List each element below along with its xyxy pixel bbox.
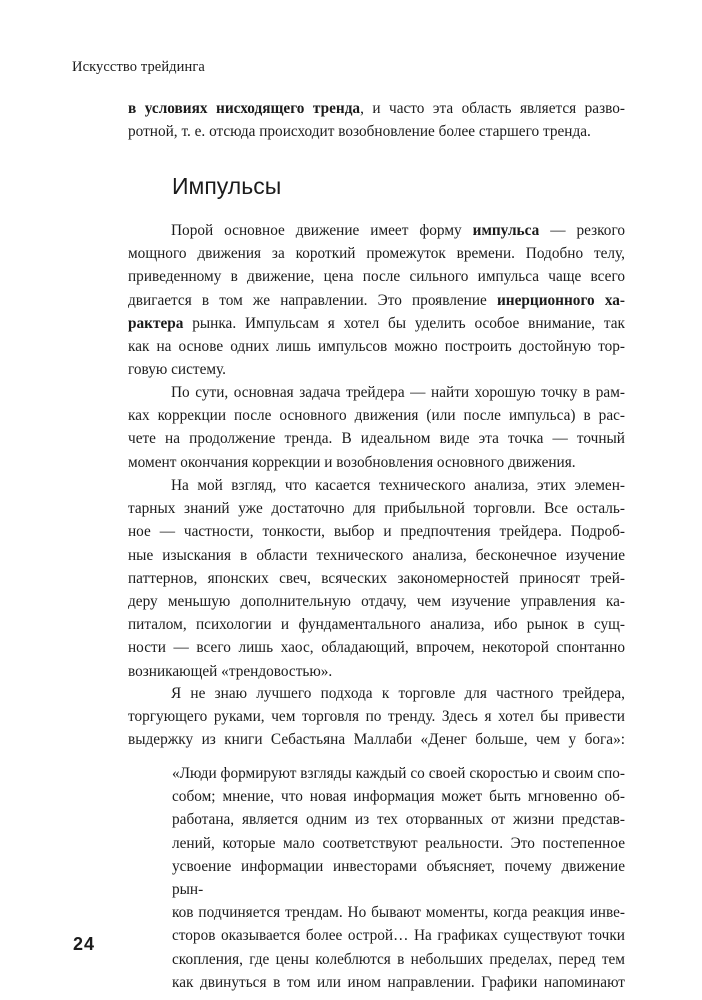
paragraph-3: [128, 474, 625, 683]
page-number: 24: [73, 934, 96, 954]
text-span: двигается в том же направлении. Это проявление: [128, 291, 497, 309]
text-line: выдержку из книги Себастьяна Маллаби «Денег больше, чем у бога»:: [128, 731, 625, 749]
text-line: деру меньшую дополнительную отдачу, чем изучение управления ка-: [128, 593, 625, 611]
text-span: Порой основное движение имеет форму: [171, 222, 473, 239]
text-line: ности — всего лишь хаос, обладающий, впрочем, некоторой спонтанно: [128, 639, 625, 657]
text-line: мощного движения за короткий промежуток времени. Подобно телу,: [128, 245, 625, 263]
intro-paragraph: [128, 97, 625, 143]
text-line: говую систему.: [128, 361, 227, 379]
paragraph-2: [128, 381, 625, 474]
text-line: паттернов, японских свеч, всяческих закономерностей приносят трей-: [128, 569, 625, 587]
quote-line: сторов оказывается более острой… На графиках существуют точки: [172, 927, 625, 945]
text-line: торгующего руками, чем торговля по тренду. Здесь я хотел бы привести: [128, 708, 625, 726]
text-line: момент окончания коррекции и возобновления основного движения.: [128, 453, 576, 471]
text-line: На мой взгляд, что касается технического анализа, этих элемен-: [171, 477, 625, 494]
paragraph-4: [128, 682, 625, 752]
quote-line: ков подчиняется трендам. Но бывают моменты, когда реакция инве-: [172, 904, 625, 922]
bold-term: импульса: [472, 222, 540, 239]
running-head: Искусство трейдинга: [72, 59, 205, 75]
bold-term: в условиях нисходящего тренда: [128, 100, 361, 117]
paragraph-1: [128, 219, 625, 381]
bold-term: инерционного ха-: [496, 291, 626, 309]
text-line: ные изыскания в области технического анализа, бесконечное изучение: [128, 546, 625, 564]
text-line: [128, 97, 625, 120]
block-quote: [172, 762, 625, 994]
bold-term: рактера: [128, 314, 184, 332]
text-line: как на основе одних лишь импульсов можно построить достойную тор-: [128, 338, 625, 356]
text-line: тарных знаний уже достаточно для прибыльной торговли. Все осталь-: [128, 500, 625, 518]
quote-line: «Люди формируют взгляды каждый со своей скоростью и своим спо-: [172, 765, 625, 782]
text-line: [128, 219, 625, 242]
text-line: Я не знаю лучшего подхода к торговле для частного трейдера,: [171, 685, 625, 702]
text-line: ное — частности, тонкости, выбор и предпочтения трейдера. Подроб-: [128, 523, 625, 541]
text-line: ротной, т. е. отсюда происходит возобновление более старшего тренда.: [128, 123, 591, 141]
text-line: чете на продолжение тренда. В идеальном виде эта точка — точный: [128, 430, 625, 448]
text-span: — резкого: [539, 222, 625, 239]
text-line: возникающей «трендовостью».: [128, 662, 333, 680]
text-line: приведенному в движение, цена после сильного импульса чаще всего: [128, 268, 625, 286]
quote-line: лений, которые мало соответствуют реальности. Это постепенное: [172, 834, 625, 852]
quote-line: как двинуться в том или ином направлении. Графики напоминают: [172, 973, 625, 991]
text-line: питалом, психологии и фундаментального анализа, ибо рынок в сущ-: [128, 616, 625, 634]
text-line: [128, 289, 625, 312]
quote-line: собом; мнение, что новая информация может быть мгновенно об-: [172, 788, 625, 806]
text-line: По сути, основная задача трейдера — найти хорошую точку в рам-: [171, 384, 625, 401]
section-title: Импульсы: [172, 173, 282, 199]
quote-line: скопления, где цены колеблются в небольших пределах, перед тем: [172, 950, 625, 968]
text-span: , и часто эта область является разво-: [360, 100, 625, 117]
text-line: [128, 312, 625, 335]
text-line: ках коррекции после основного движения (или после импульса) в рас-: [128, 407, 625, 425]
text-span: рынка. Импульсам я хотел бы уделить особое внимание, так: [183, 314, 625, 332]
quote-line: усвоение информации инвесторами объясняет, почему движение рын-: [172, 857, 625, 899]
quote-line: работана, является одним из тех оторванных от жизни представ-: [172, 811, 625, 829]
